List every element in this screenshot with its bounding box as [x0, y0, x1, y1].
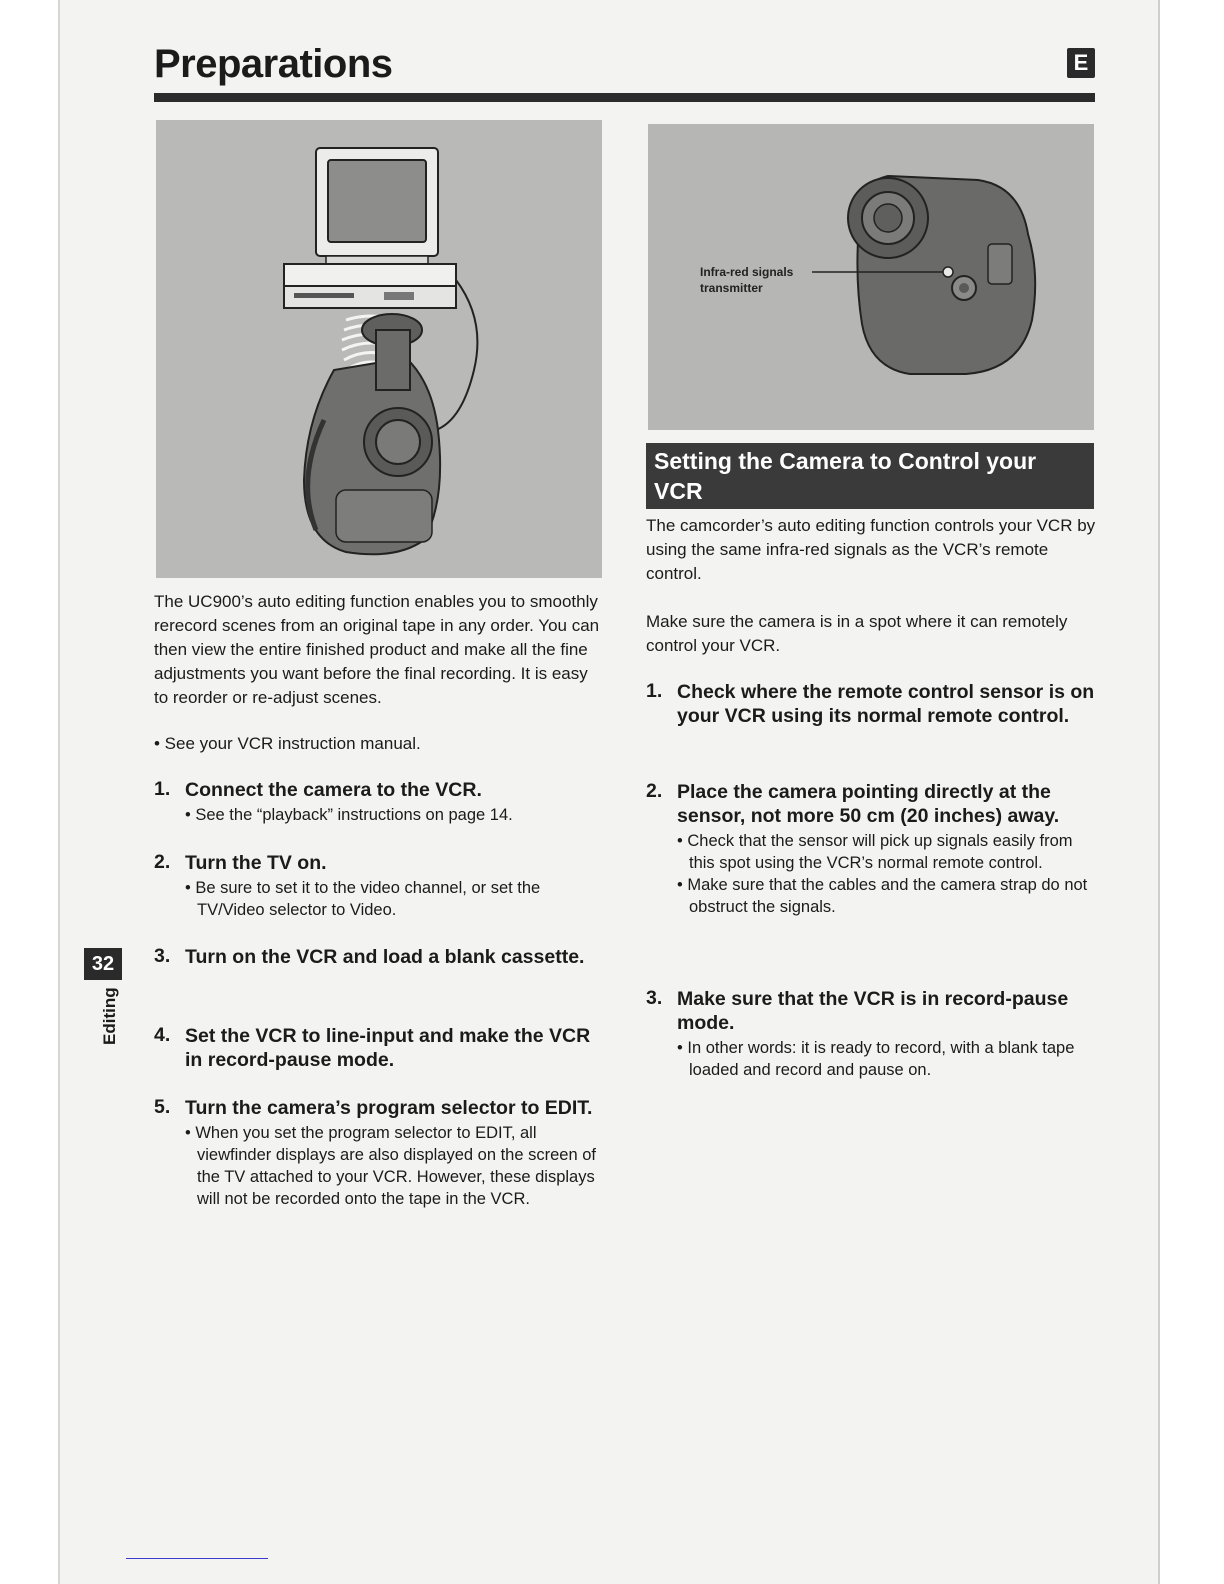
- left-intro-note: • See your VCR instruction manual.: [154, 734, 421, 753]
- title-rule: [154, 93, 1095, 102]
- step-heading: Set the VCR to line-input and make the VCR in record-pause mode.: [185, 1025, 591, 1071]
- vcr-icon: [284, 264, 456, 308]
- section-heading: Setting the Camera to Control your VCR: [646, 443, 1094, 509]
- bottom-rule: [126, 1558, 268, 1559]
- step-number: 2.: [154, 851, 171, 873]
- step-note: • In other words: it is ready to record, with a blank tape loaded and record and pause on.: [677, 1039, 1075, 1079]
- step-number: 2.: [646, 780, 663, 802]
- step-heading: Turn the TV on.: [185, 852, 327, 874]
- page-title: Preparations: [154, 42, 393, 86]
- tv-vcr-camcorder-illustration: [156, 120, 602, 578]
- right-step-3: [646, 987, 1096, 1081]
- step-heading: Place the camera pointing directly at the sensor, not more 50 cm (20 inches) away.: [677, 781, 1060, 827]
- right-intro: The camcorder’s auto editing function controls your VCR by using the same infra-red signals as the VCR’s remote control.: [646, 516, 1096, 583]
- right-intro-2: Make sure the camera is in a spot where it can remotely control your VCR.: [646, 612, 1068, 655]
- step-heading: Turn the camera’s program selector to EDIT.: [185, 1097, 593, 1119]
- step-heading: Turn on the VCR and load a blank cassette.: [185, 946, 585, 968]
- infrared-transmitter-label: Infra-red signals transmitter: [700, 265, 794, 295]
- page-number-tab: 32: [84, 948, 122, 980]
- tv-icon: [316, 148, 438, 264]
- page-margin-right: [1160, 0, 1224, 1584]
- step-note: • Make sure that the cables and the camera strap do not obstruct the signals.: [677, 876, 1088, 916]
- step-note: • When you set the program selector to EDIT, all viewfinder displays are also displayed on the screen of the TV attached to your VCR. However, these displays will not be recorded onto the tape in the VCR.: [185, 1124, 596, 1208]
- page-edge-left: [58, 0, 60, 1584]
- left-step-2: [154, 851, 604, 921]
- step-number: 3.: [154, 945, 171, 967]
- step-note: • Be sure to set it to the video channel, or set the TV/Video selector to Video.: [185, 879, 541, 919]
- step-number: 4.: [154, 1024, 171, 1046]
- right-step-2: [646, 780, 1096, 918]
- left-step-4: [154, 1024, 604, 1072]
- page-margin-left: [0, 0, 60, 1584]
- step-note: • Check that the sensor will pick up signals easily from this spot using the VCR’s normal remote control.: [677, 832, 1073, 872]
- left-step-5: [154, 1096, 604, 1210]
- language-badge: E: [1067, 48, 1095, 78]
- right-step-1: [646, 680, 1096, 728]
- step-number: 1.: [154, 778, 171, 800]
- step-note: • See the “playback” instructions on page 14.: [185, 806, 513, 824]
- section-tab-label: Editing: [100, 987, 119, 1045]
- step-number: 5.: [154, 1096, 171, 1118]
- step-heading: Make sure that the VCR is in record-pause mode.: [677, 988, 1069, 1034]
- step-number: 1.: [646, 680, 663, 702]
- step-heading: Connect the camera to the VCR.: [185, 779, 482, 801]
- left-intro: The UC900’s auto editing function enables you to smoothly rerecord scenes from an original tape in any order. You can then view the entire finished product and make all the fine adjustments you want before the final recording. It is easy to reorder or re-adjust scenes.: [154, 592, 600, 707]
- left-step-1: [154, 778, 604, 826]
- left-step-3: [154, 945, 604, 969]
- camcorder-back-icon: [848, 176, 1035, 374]
- step-heading: Check where the remote control sensor is on your VCR using its normal remote control.: [677, 681, 1095, 727]
- infrared-transmitter-illustration: [648, 124, 1094, 430]
- step-number: 3.: [646, 987, 663, 1009]
